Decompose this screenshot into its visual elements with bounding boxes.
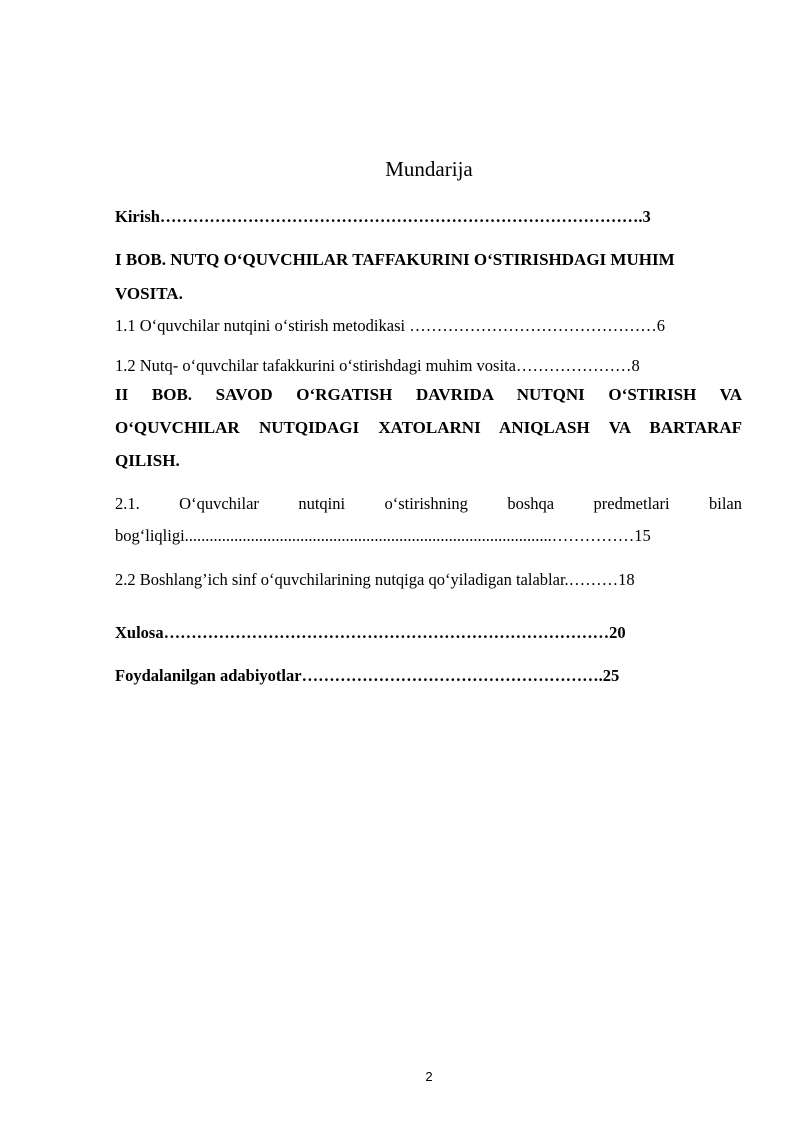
page-title: Mundarija	[385, 157, 473, 181]
page-number: 2	[425, 1069, 433, 1084]
toc-chapter-2-line-2: O‘QUVCHILAR NUTQIDAGI XATOLARNI ANIQLASH VA BARTARAF	[115, 418, 742, 437]
toc-chapter-1-line-2: VOSITA.	[115, 284, 183, 303]
toc-entry-foydalanilgan: Foydalanilgan adabiyotlar……………………………………………….25	[115, 666, 620, 685]
toc-section-1-2: 1.2 Nutq- o‘quvchilar tafakkurini o‘stirishdagi muhim vosita…………………8	[115, 356, 640, 375]
toc-entry-xulosa: Xulosa………………………………………………………………………20	[115, 623, 626, 642]
toc-section-1-1: 1.1 O‘quvchilar nutqini o‘stirish metodikasi ………………………………………6	[115, 316, 665, 335]
toc-section-2-1-line-1: 2.1. O‘quvchilar nutqini o‘stirishning boshqa predmetlari bilan	[115, 494, 742, 513]
toc-section-2-1-line-2: bog‘liqligi.........................................................................................……………15	[115, 526, 651, 545]
toc-chapter-2-line-3: QILISH.	[115, 451, 180, 470]
toc-section-2-2: 2.2 Boshlang’ich sinf o‘quvchilarining nutqiga qo‘yiladigan talablar.………18	[115, 570, 635, 589]
toc-chapter-2-line-1: II BOB. SAVOD O‘RGATISH DAVRIDA NUTQNI O‘STIRISH VA	[115, 385, 742, 404]
toc-entry-kirish: Kirish…………………………………………………………………………….3	[115, 207, 651, 226]
toc-chapter-1-line-1: I BOB. NUTQ O‘QUVCHILAR TAFFAKURINI O‘STIRISHDAGI MUHIM	[115, 250, 675, 269]
